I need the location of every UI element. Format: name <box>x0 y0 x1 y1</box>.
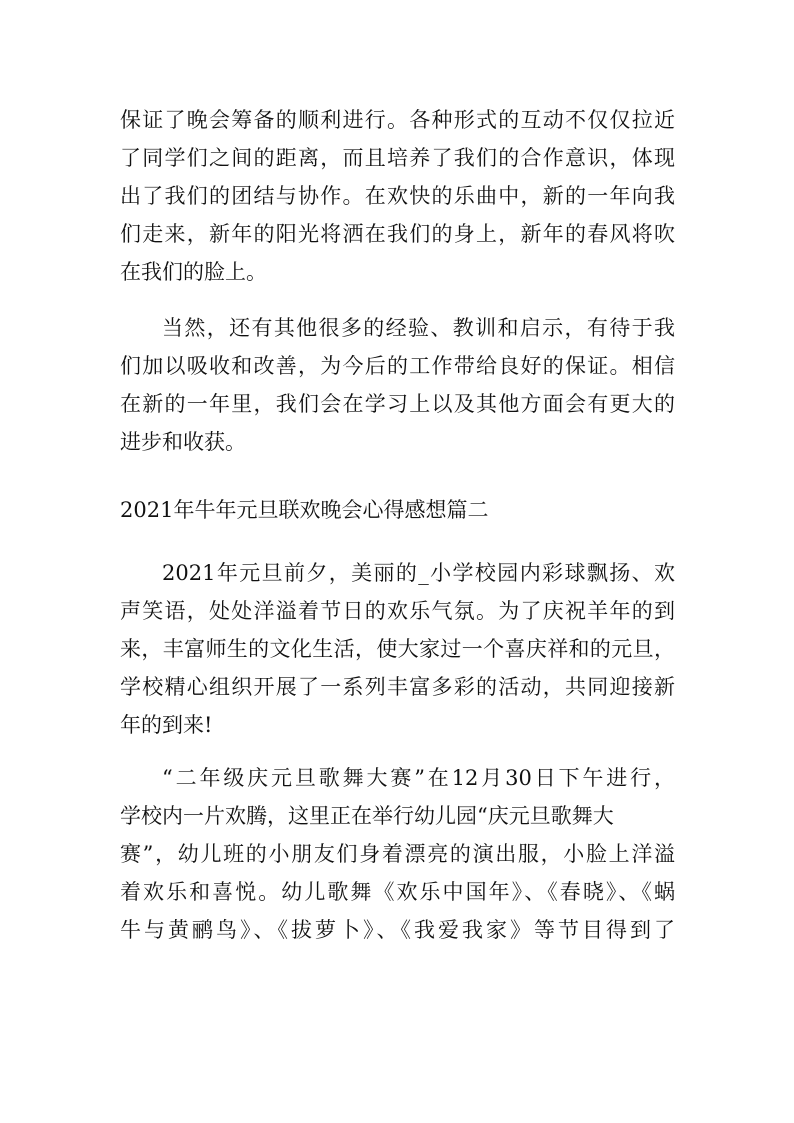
paragraph-3-line-1: 2021年元旦前夕，美丽的_小学校园内彩球飘扬、欢 <box>162 561 675 585</box>
paragraph-1-line-4: 们走来，新年的阳光将洒在我们的身上，新年的春风将吹 <box>120 222 675 246</box>
paragraph-2-line-4: 进步和收获。 <box>120 430 246 454</box>
paragraph-4-line-1: “二年级庆元旦歌舞大赛”在12月30日下午进行， <box>162 766 675 790</box>
section-title: 2021年牛年元旦联欢晚会心得感想篇二 <box>120 498 489 522</box>
paragraph-4-line-3: 赛”，幼儿班的小朋友们身着漂亮的演出服，小脸上洋溢 <box>120 842 675 866</box>
paragraph-4-line-2: 学校内一片欢腾，这里正在举行幼儿园“庆元旦歌舞大 <box>120 804 614 828</box>
paragraph-3-line-3: 来，丰富师生的文化生活，使大家过一个喜庆祥和的元旦， <box>120 637 675 661</box>
paragraph-1-line-2: 了同学们之间的距离，而且培养了我们的合作意识，体现 <box>120 146 675 170</box>
paragraph-3-line-2: 声笑语，处处洋溢着节日的欢乐气氛。为了庆祝羊年的到 <box>120 599 675 623</box>
paragraph-1-line-3: 出了我们的团结与协作。在欢快的乐曲中，新的一年向我 <box>120 184 675 208</box>
paragraph-3-line-4: 学校精心组织开展了一系列丰富多彩的活动，共同迎接新 <box>120 675 675 699</box>
paragraph-4-line-5: 牛与黄鹂鸟》、《拔萝卜》、《我爱我家》等节目得到了 <box>120 918 675 942</box>
paragraph-2-line-3: 在新的一年里，我们会在学习上以及其他方面会有更大的 <box>120 392 675 416</box>
paragraph-4-line-4: 着欢乐和喜悦。幼儿歌舞《欢乐中国年》、《春晓》、《蜗 <box>120 880 675 904</box>
paragraph-3-line-5: 年的到来! <box>120 713 213 737</box>
paragraph-2-line-1: 当然，还有其他很多的经验、教训和启示，有待于我 <box>162 316 675 340</box>
paragraph-1-line-5: 在我们的脸上。 <box>120 260 267 284</box>
paragraph-1-line-1: 保证了晚会筹备的顺利进行。各种形式的互动不仅仅拉近 <box>120 108 675 132</box>
paragraph-2-line-2: 们加以吸收和改善，为今后的工作带给良好的保证。相信 <box>120 354 675 378</box>
